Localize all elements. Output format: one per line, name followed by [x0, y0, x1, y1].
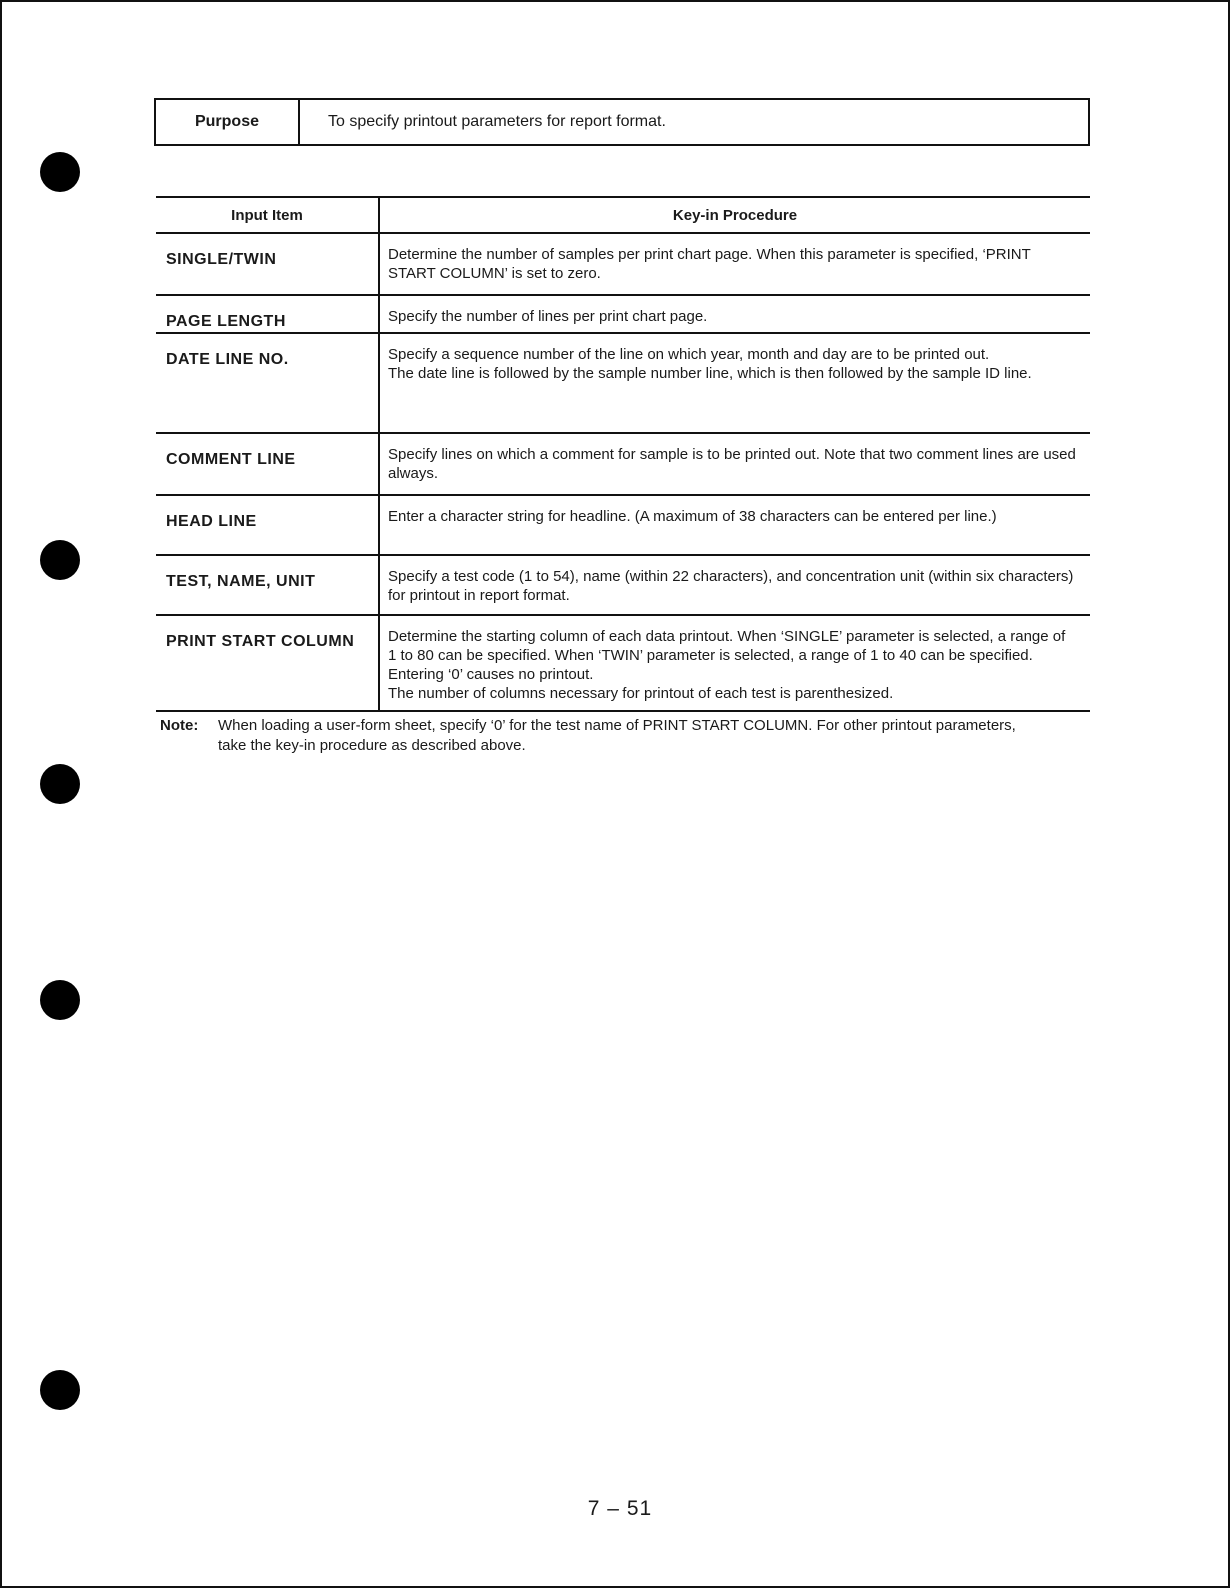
- table-row: [156, 555, 1090, 615]
- procedure-cell: [379, 433, 1090, 495]
- punch-hole: [40, 540, 80, 580]
- parameter-table: [156, 196, 1090, 712]
- input-item-print-start-column: PRINT START COLUMN: [156, 615, 379, 711]
- input-item-single-twin: SINGLE/TWIN: [156, 233, 379, 295]
- input-item-comment-line: COMMENT LINE: [156, 433, 379, 495]
- punch-hole: [40, 764, 80, 804]
- procedure-cell: [379, 295, 1090, 333]
- header-key-in-procedure: Key-in Procedure: [379, 197, 1090, 233]
- input-item-head-line: HEAD LINE: [156, 495, 379, 555]
- procedure-text: The date line is followed by the sample number line, which is then followed by the sample ID line.: [388, 365, 1032, 382]
- table-row: [156, 233, 1090, 295]
- procedure-text: Determine the number of samples per print chart page. When this parameter is specified, ‘PRINT START COLUMN’ is set to zero.: [388, 246, 1031, 282]
- procedure-text: Enter a character string for headline. (A maximum of 38 characters can be entered per line.): [388, 508, 997, 525]
- punch-hole: [40, 980, 80, 1020]
- input-item-page-length: PAGE LENGTH: [156, 295, 379, 333]
- note-label: Note:: [160, 717, 199, 734]
- purpose-text: To specify printout parameters for report format.: [328, 113, 666, 130]
- procedure-text: The number of columns necessary for printout of each test is parenthesized.: [388, 685, 894, 702]
- input-item-test-name-unit: TEST, NAME, UNIT: [156, 555, 379, 615]
- procedure-text: Specify the number of lines per print chart page.: [388, 308, 708, 325]
- note-text: When loading a user-form sheet, specify ‘0’ for the test name of PRINT START COLUMN. For other printout parameters, take the key-in procedure as described above.: [218, 717, 1016, 754]
- purpose-box: [154, 98, 1090, 146]
- procedure-cell: [379, 555, 1090, 615]
- table-row: [156, 433, 1090, 495]
- procedure-text: Specify a sequence number of the line on which year, month and day are to be printed out.: [388, 346, 990, 363]
- procedure-text: Specify a test code (1 to 54), name (within 22 characters), and concentration unit (within six characters) for printout in report format.: [388, 568, 1074, 604]
- note: [160, 716, 1040, 756]
- procedure-cell: [379, 333, 1090, 433]
- header-input-item: Input Item: [156, 197, 379, 233]
- page-number: 7 – 51: [587, 1497, 653, 1520]
- table-row: [156, 495, 1090, 555]
- input-item-date-line-no: DATE LINE NO.: [156, 333, 379, 433]
- table-row: [156, 295, 1090, 333]
- punch-hole: [40, 152, 80, 192]
- table-header-row: [156, 197, 1090, 233]
- procedure-text: Specify lines on which a comment for sample is to be printed out. Note that two comment lines are used always.: [388, 446, 1076, 482]
- table-row: [156, 333, 1090, 433]
- procedure-cell: [379, 233, 1090, 295]
- table-row: [156, 615, 1090, 711]
- procedure-cell: [379, 495, 1090, 555]
- procedure-text: Determine the starting column of each data printout. When ‘SINGLE’ parameter is selected, a range of 1 to 80 can be specified. When ‘TWIN’ parameter is selected, a range of 1 to 40 can be specified. Entering ‘0’ causes no printout.: [388, 628, 1066, 683]
- procedure-cell: [379, 615, 1090, 711]
- punch-hole: [40, 1370, 80, 1410]
- purpose-label: Purpose: [156, 100, 300, 144]
